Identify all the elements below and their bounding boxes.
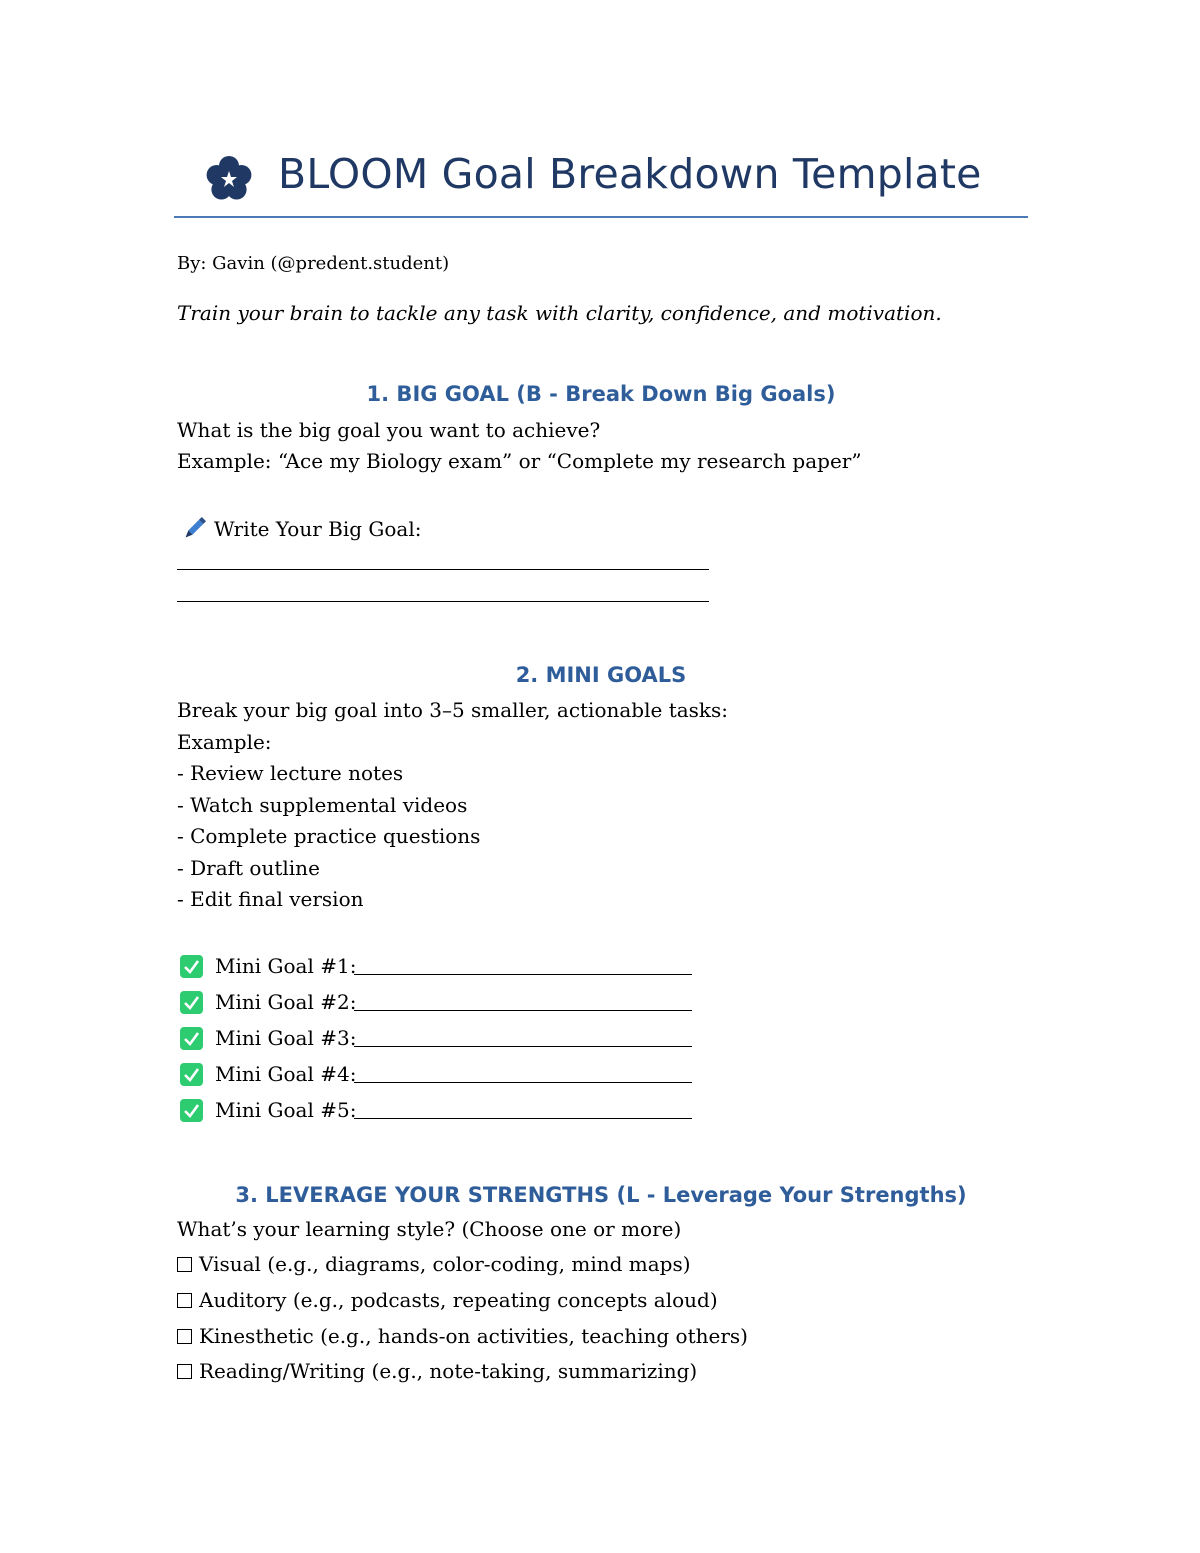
page-title: BLOOM Goal Breakdown Template bbox=[278, 150, 982, 198]
checkbox-icon[interactable] bbox=[177, 1257, 192, 1272]
checkbox-icon[interactable] bbox=[177, 1293, 192, 1308]
check-icon bbox=[180, 991, 203, 1014]
title-block bbox=[174, 148, 1028, 218]
mini-goal-label: Mini Goal #3: bbox=[215, 1026, 357, 1050]
big-goal-line-1[interactable] bbox=[177, 569, 709, 570]
big-goal-example: Example: “Ace my Biology exam” or “Complete my research paper” bbox=[177, 449, 862, 473]
big-goal-prompt: Write Your Big Goal: bbox=[214, 517, 422, 541]
big-goal-line-2[interactable] bbox=[177, 601, 709, 602]
checkbox-icon[interactable] bbox=[177, 1364, 192, 1379]
learning-style-option[interactable] bbox=[177, 1286, 718, 1314]
checkbox-icon[interactable] bbox=[177, 1329, 192, 1344]
tagline: Train your brain to tackle any task with clarity, confidence, and motivation. bbox=[177, 301, 942, 325]
mini-goal-label: Mini Goal #1: bbox=[215, 954, 357, 978]
pencil-icon bbox=[181, 516, 207, 542]
byline: By: Gavin (@predent.student) bbox=[177, 253, 450, 274]
example-item: - Complete practice questions bbox=[177, 824, 481, 848]
flower-icon bbox=[204, 154, 254, 204]
big-goal-question: What is the big goal you want to achieve? bbox=[177, 418, 601, 442]
mini-goal-line[interactable] bbox=[354, 974, 692, 975]
check-icon bbox=[180, 1099, 203, 1122]
learning-style-question: What’s your learning style? (Choose one or more) bbox=[177, 1217, 682, 1241]
check-icon bbox=[180, 1063, 203, 1086]
mini-goal-line[interactable] bbox=[354, 1082, 692, 1083]
option-label: Auditory (e.g., podcasts, repeating concepts aloud) bbox=[199, 1288, 718, 1312]
example-item: - Watch supplemental videos bbox=[177, 793, 468, 817]
mini-goal-line[interactable] bbox=[354, 1046, 692, 1047]
mini-goals-intro: Break your big goal into 3–5 smaller, actionable tasks: bbox=[177, 698, 729, 722]
option-label: Reading/Writing (e.g., note-taking, summarizing) bbox=[199, 1359, 698, 1383]
option-label: Visual (e.g., diagrams, color-coding, mind maps) bbox=[199, 1252, 691, 1276]
mini-goal-label: Mini Goal #2: bbox=[215, 990, 357, 1014]
mini-goal-line[interactable] bbox=[354, 1118, 692, 1119]
mini-goals-example-label: Example: bbox=[177, 730, 272, 754]
check-icon bbox=[180, 955, 203, 978]
section-heading-mini-goals: 2. MINI GOALS bbox=[515, 663, 687, 687]
example-item: - Draft outline bbox=[177, 856, 320, 880]
mini-goal-label: Mini Goal #4: bbox=[215, 1062, 357, 1086]
option-label: Kinesthetic (e.g., hands-on activities, teaching others) bbox=[199, 1324, 748, 1348]
learning-style-option[interactable] bbox=[177, 1322, 748, 1350]
check-icon bbox=[180, 1027, 203, 1050]
mini-goal-label: Mini Goal #5: bbox=[215, 1098, 357, 1122]
learning-style-option[interactable] bbox=[177, 1250, 691, 1278]
section-heading-strengths: 3. LEVERAGE YOUR STRENGTHS (L - Leverage Your Strengths) bbox=[235, 1183, 967, 1207]
section-heading-big-goal: 1. BIG GOAL (B - Break Down Big Goals) bbox=[366, 382, 836, 406]
mini-goal-line[interactable] bbox=[354, 1010, 692, 1011]
learning-style-option[interactable] bbox=[177, 1357, 697, 1385]
example-item: - Edit final version bbox=[177, 887, 364, 911]
example-item: - Review lecture notes bbox=[177, 761, 404, 785]
